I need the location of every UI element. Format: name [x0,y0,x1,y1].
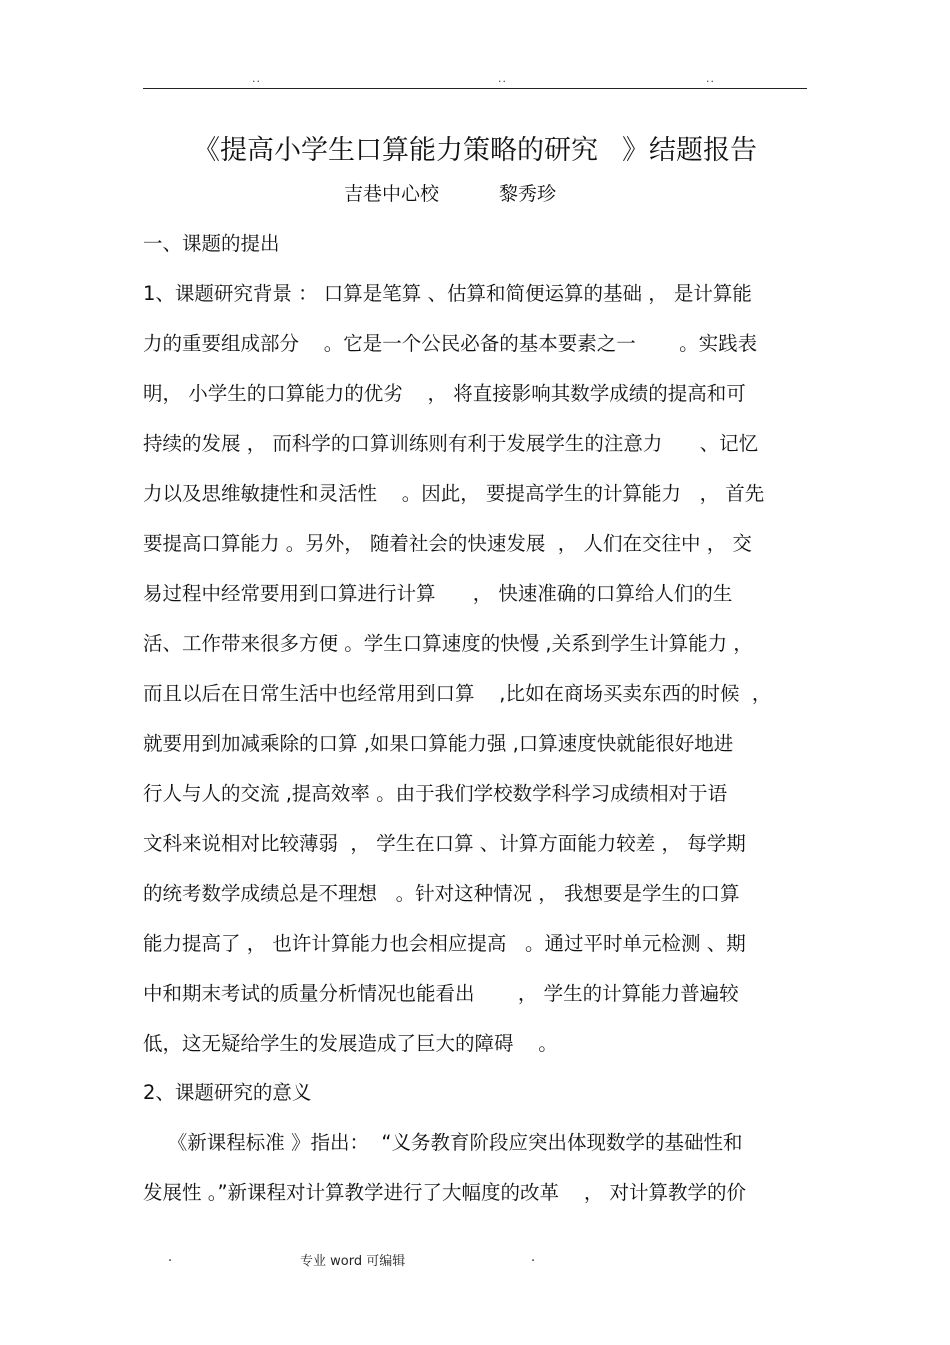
body-line: 持续的发展 ， 而科学的口算训练则有利于发展学生的注意力 、记忆 [143,432,759,455]
body-line: 活、工作带来很多方便 。学生口算速度的快慢 ,关系到学生计算能力 ， [143,632,753,655]
section-heading: 2、课题研究的意义 [143,1081,312,1104]
body-line: 易过程中经常要用到口算进行计算 ， 快速准确的口算给人们的生 [143,582,733,605]
body-line: 低，这无疑给学生的发展造成了巨大的障碍 。 [143,1032,558,1055]
header-dot: .. [252,72,261,85]
document-title [0,128,950,167]
body-line: 而且以后在日常生活中也经常用到口算 ,比如在商场买卖东西的时候 ， [143,682,772,705]
header-dot: .. [498,72,507,85]
body-line: 能力提高了 ， 也许计算能力也会相应提高 。通过平时单元检测 、期 [143,932,746,955]
header-rule [143,88,807,89]
body-line: 的统考数学成绩总是不理想 。针对这种情况 ， 我想要是学生的口算 [143,882,740,905]
section-heading: 一、课题的提出 [143,232,280,255]
author-name: 黎秀珍 [499,183,557,205]
footer-label: 专业 word 可编辑 [300,1254,406,1269]
body-line: 中和期末考试的质量分析情况也能看出 ， 学生的计算能力普遍较 [143,982,739,1005]
title-main: 《提高小学生口算能力策略的研究 [193,135,598,166]
title-suffix: 》结题报告 [622,135,757,166]
body-line: 行人与人的交流 ,提高效率 。由于我们学校数学科学习成绩相对于语 [143,782,728,805]
body-line: 力的重要组成部分 。它是一个公民必备的基本要素之一 。实践表 [143,332,758,355]
body-line: 要提高口算能力 。另外， 随着社会的快速发展 ， 人们在交往中 ， 交 [143,532,752,555]
body-line: 力以及思维敏捷性和灵活性 。因此， 要提高学生的计算能力 ， 首先 [143,482,765,505]
header-dot: .. [706,72,715,85]
footer-dot: . [168,1250,173,1265]
school-name: 吉巷中心校 [344,183,440,205]
body-line: 1、课题研究背景 ： 口算是笔算 、估算和简便运算的基础 ， 是计算能 [143,282,752,305]
body-line: 文科来说相对比较薄弱 ， 学生在口算 、计算方面能力较差 ， 每学期 [143,832,746,855]
body-line: 明， 小学生的口算能力的优劣 ， 将直接影响其数学成绩的提高和可 [143,382,746,405]
footer-dot: . [531,1250,536,1265]
body-line: 就要用到加减乘除的口算 ,如果口算能力强 ,口算速度快就能很好地进 [143,732,734,755]
body-line: 《新课程标准 》指出： “义务教育阶段应突出体现数学的基础性和 [143,1131,743,1154]
byline [344,179,556,206]
body-line: 发展性 。”新课程对计算教学进行了大幅度的改革 ， 对计算教学的价 [143,1181,747,1204]
